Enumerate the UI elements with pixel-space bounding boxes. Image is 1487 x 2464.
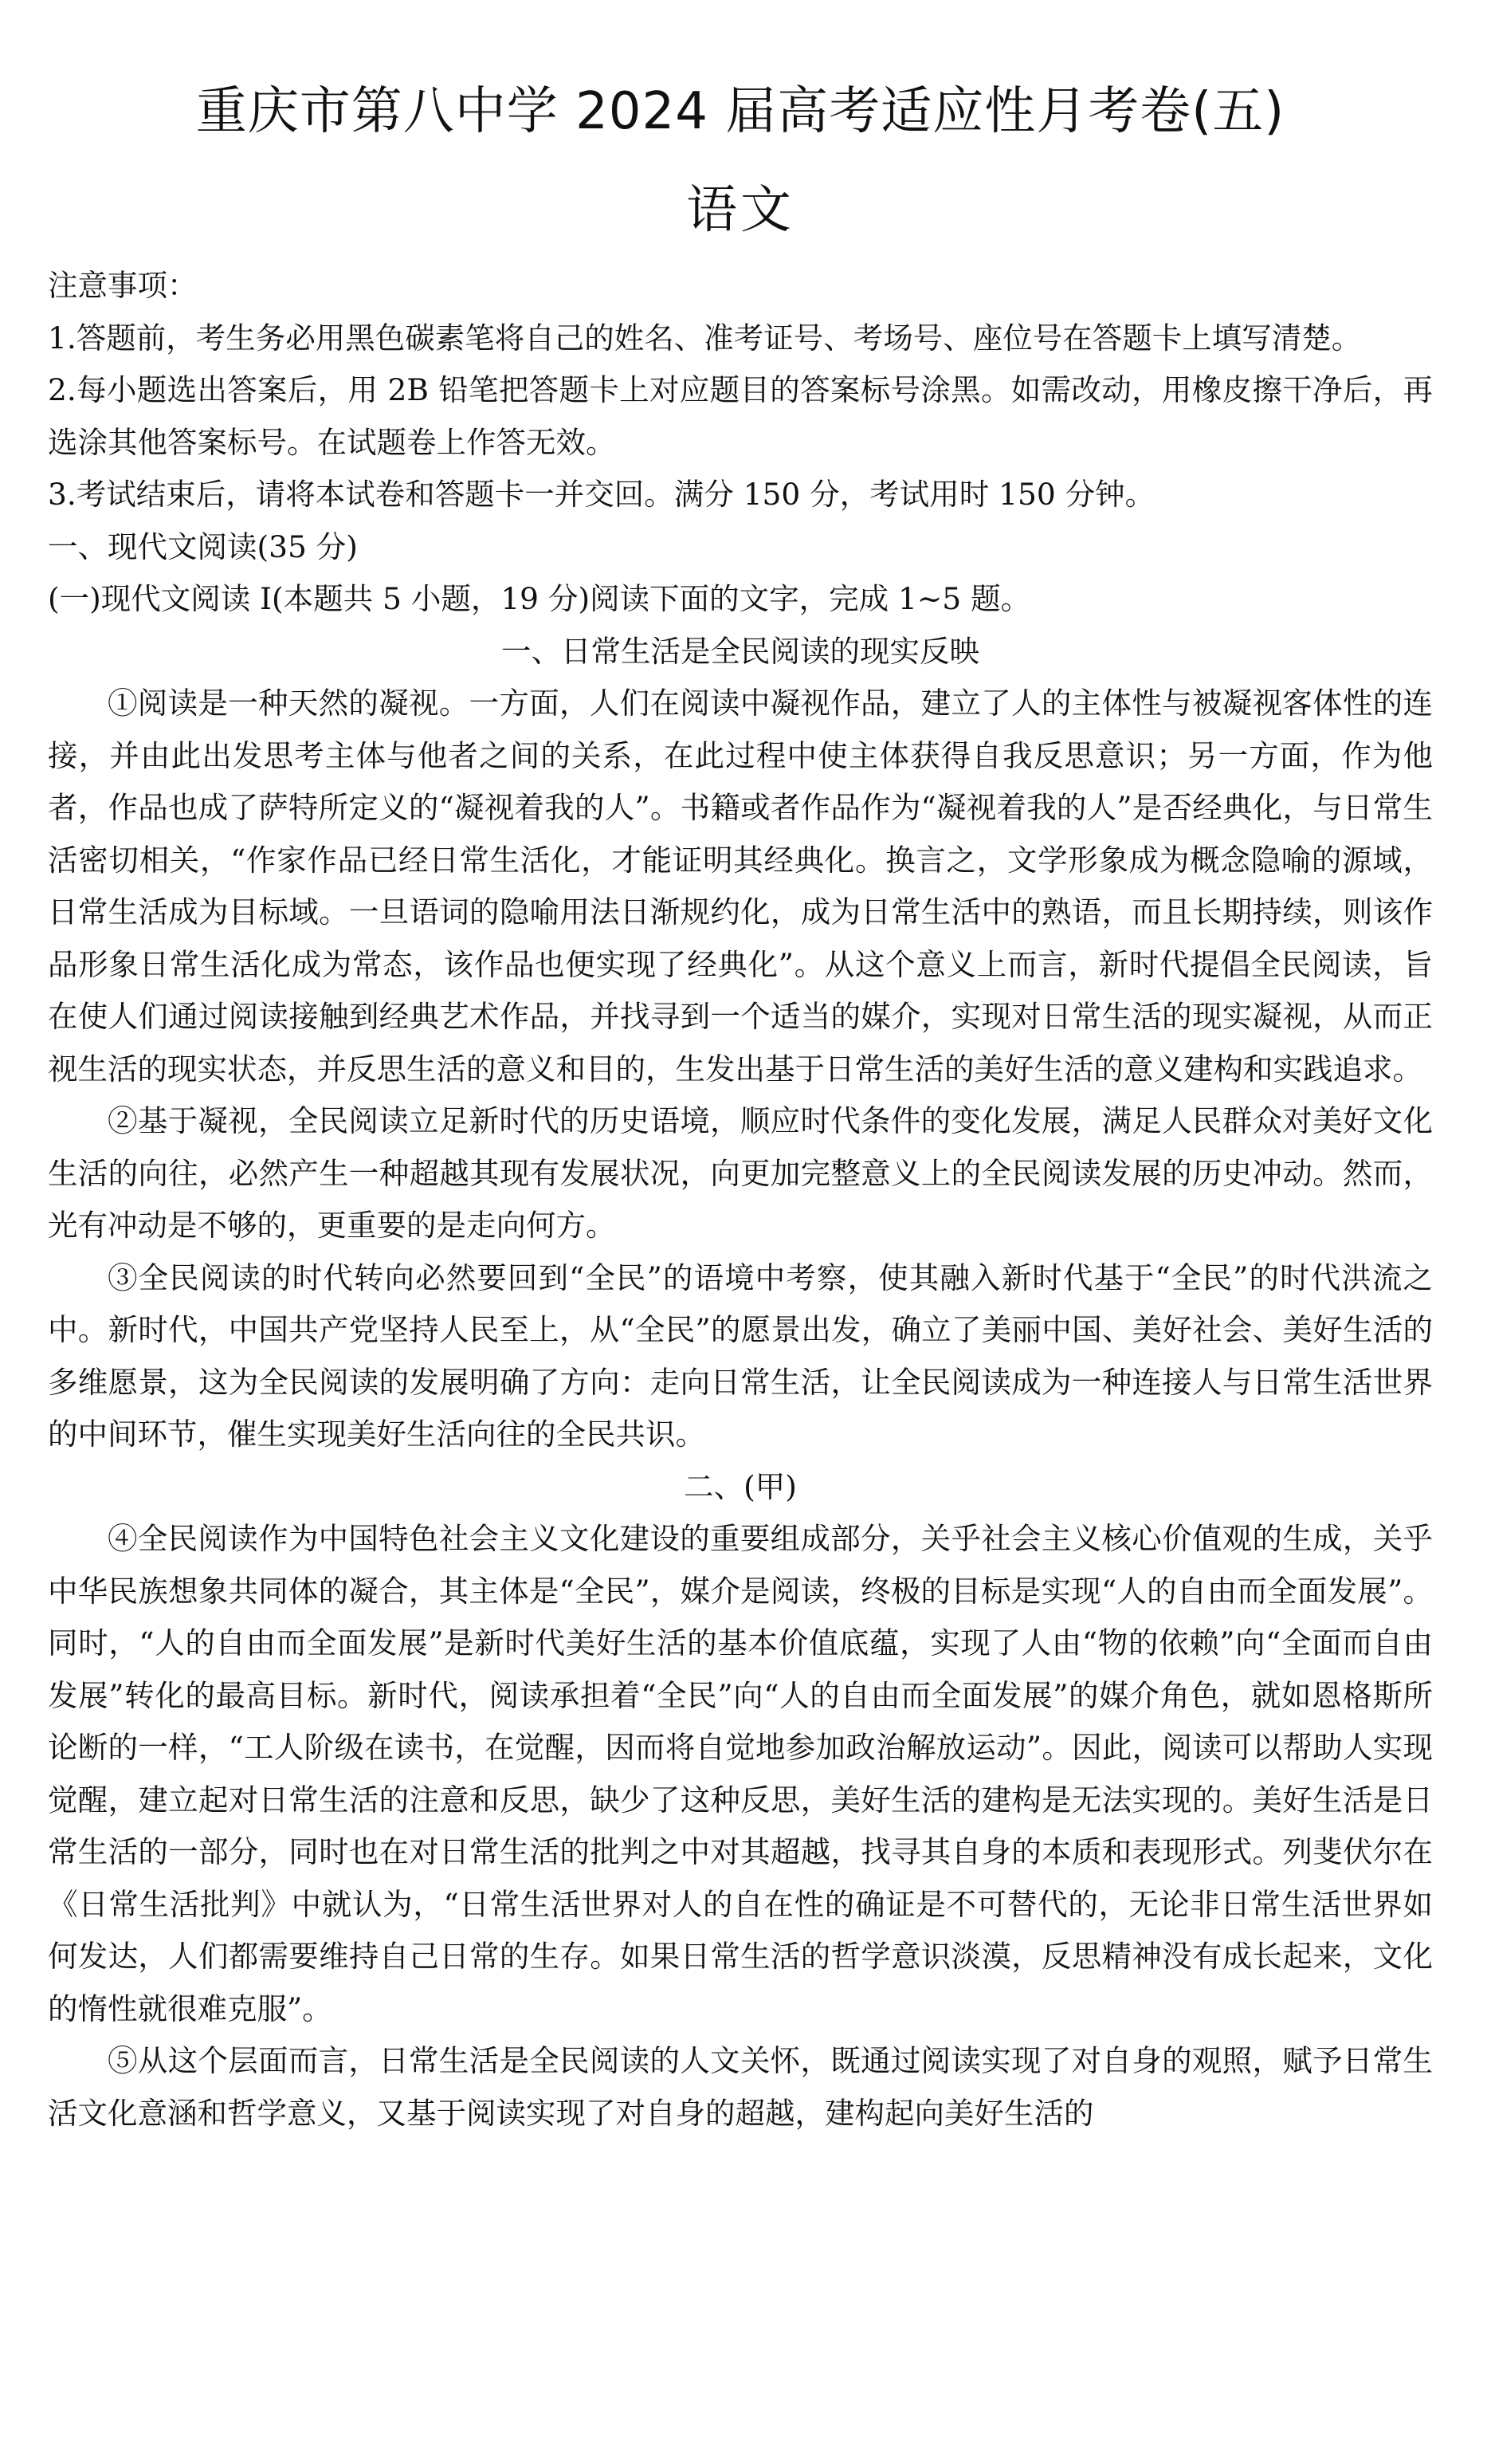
article-paragraph-4: ④全民阅读作为中国特色社会主义文化建设的重要组成部分，关乎社会主义核心价值观的生成，关乎中华民族想象共同体的凝合，其主体是“全民”，媒介是阅读，终极的目标是实现“人的自由而全面发展”。同时，“人的自由而全面发展”是新时代美好生活的基本价值底蕴，实现了人由“物的依赖”向“全面而自由发展”转化的最高目标。新时代，阅读承担着“全民”向“人的自由而全面发展”的媒介角色，就如恩格斯所论断的一样，“工人阶级在读书，在觉醒，因而将自觉地参加政治解放运动”。因此，阅读可以帮助人实现觉醒，建立起对日常生活的注意和反思，缺少了这种反思，美好生活的建构是无法实现的。美好生活是日常生活的一部分，同时也在对日常生活的批判之中对其超越，找寻其自身的本质和表现形式。列斐伏尔在《日常生活批判》中就认为，“日常生活世界对人的自在性的确证是不可替代的，无论非日常生活世界如何发达，人们都需要维持自己日常的生存。如果日常生活的哲学意识淡漠，反思精神没有成长起来，文化的惰性就很难克服”。 bbox=[48, 1521, 1433, 2026]
notice-item-1: 1.答题前，考生务必用黑色碳素笔将自己的姓名、准考证号、考场号、座位号在答题卡上填写清楚。 bbox=[48, 320, 1362, 356]
section-heading: 一、现代文阅读(35 分) bbox=[48, 529, 358, 564]
article-part2-heading: 二、(甲) bbox=[684, 1468, 797, 1504]
article-paragraph-2: ②基于凝视，全民阅读立足新时代的历史语境，顺应时代条件的变化发展，满足人民群众对美好文化生活的向往，必然产生一种超越其现有发展状况，向更加完整意义上的全民阅读发展的历史冲动。然而，光有冲动是不够的，更重要的是走向何方。 bbox=[48, 1103, 1433, 1243]
subsection-heading: (一)现代文阅读 I(本题共 5 小题，19 分)阅读下面的文字，完成 1~5 题。 bbox=[48, 581, 1031, 616]
notice-item-3: 3.考试结束后，请将本试卷和答题卡一并交回。满分 150 分，考试用时 150 分钟。 bbox=[48, 477, 1155, 512]
notice-item-2: 2.每小题选出答案后，用 2B 铅笔把答题卡上对应题目的答案标号涂黑。如需改动，用橡皮擦干净后，再选涂其他答案标号。在试题卷上作答无效。 bbox=[48, 372, 1433, 460]
article-paragraph-5: ⑤从这个层面而言，日常生活是全民阅读的人文关怀，既通过阅读实现了对自身的观照，赋予日常生活文化意涵和哲学意义，又基于阅读实现了对自身的超越，建构起向美好生活的 bbox=[48, 2043, 1433, 2131]
notice-heading: 注意事项： bbox=[48, 268, 198, 303]
subject-title: 语文 bbox=[686, 181, 795, 240]
exam-body bbox=[48, 260, 1433, 2140]
article-paragraph-1: ①阅读是一种天然的凝视。一方面，人们在阅读中凝视作品，建立了人的主体性与被凝视客体性的连接，并由此出发思考主体与他者之间的关系，在此过程中使主体获得自我反思意识；另一方面，作为他者，作品也成了萨特所定义的“凝视着我的人”。书籍或者作品作为“凝视着我的人”是否经典化，与日常生活密切相关，“作家作品已经日常生活化，才能证明其经典化。换言之，文学形象成为概念隐喻的源域，日常生活成为目标域。一旦语词的隐喻用法日渐规约化，成为日常生活中的熟语，而且长期持续，则该作品形象日常生活化成为常态，该作品也便实现了经典化”。从这个意义上而言，新时代提倡全民阅读，旨在使人们通过阅读接触到经典艺术作品，并找寻到一个适当的媒介，实现对日常生活的现实凝视，从而正视生活的现实状态，并反思生活的意义和目的，生发出基于日常生活的美好生活的意义建构和实践追求。 bbox=[48, 686, 1433, 1087]
article-part1-heading: 一、日常生活是全民阅读的现实反映 bbox=[501, 633, 979, 669]
exam-title: 重庆市第八中学 2024 届高考适应性月考卷(五) bbox=[195, 82, 1285, 141]
article-paragraph-3: ③全民阅读的时代转向必然要回到“全民”的语境中考察，使其融入新时代基于“全民”的时代洪流之中。新时代，中国共产党坚持人民至上，从“全民”的愿景出发，确立了美丽中国、美好社会、美好生活的多维愿景，这为全民阅读的发展明确了方向：走向日常生活，让全民阅读成为一种连接人与日常生活世界的中间环节，催生实现美好生活向往的全民共识。 bbox=[48, 1260, 1433, 1452]
